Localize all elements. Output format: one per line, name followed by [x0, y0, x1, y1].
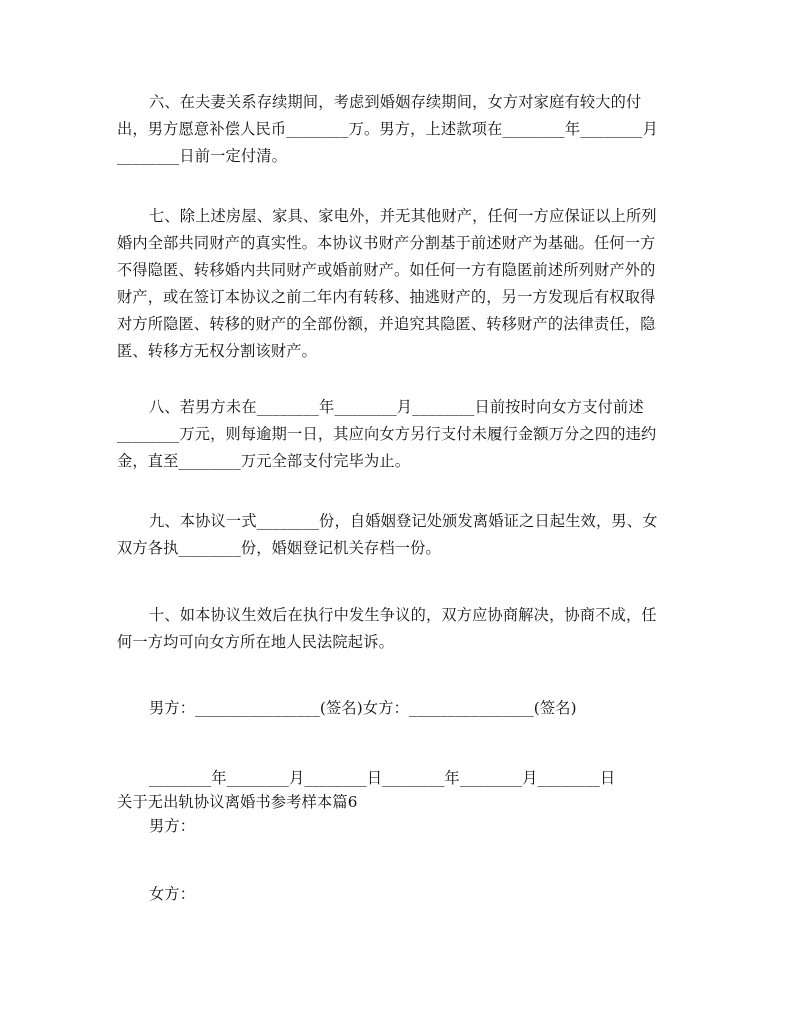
clause-10-line-1: 十、如本协议生效后在执行中发生争议的，双方应协商解决，协商不成，任 — [149, 606, 657, 624]
clause-6-line-2: 出，男方愿意补偿人民币________万。男方，上述款项在________年________月 — [117, 120, 658, 138]
clause-8-line-2: ________万元，则每逾期一日，其应向女方另行支付未履行金额万分之四的违约 — [117, 425, 657, 443]
clause-9-line-1: 九、本协议一式________份，自婚姻登记处颁发离婚证之日起生效，男、女 — [149, 512, 658, 530]
clause-8-line-1: 八、若男方未在________年________月________日前按时向女方支付前述 — [149, 398, 644, 416]
date-line: ________年________月________日________年________月________日 — [149, 769, 616, 787]
husband-label: 男方： — [149, 817, 196, 835]
clause-6-line-3: ________日前一定付清。 — [117, 147, 288, 165]
clause-7-line-5: 对方所隐匿、转移的财产的全部份额，并追究其隐匿、转移财产的法律责任，隐 — [117, 315, 656, 333]
clause-7-line-2: 婚内全部共同财产的真实性。本协议书财产分割基于前述财产为基础。任何一方 — [117, 234, 656, 252]
clause-7 — [117, 203, 669, 365]
clause-7-line-1: 七、除上述房屋、家具、家电外，并无其他财产，任何一方应保证以上所列 — [149, 207, 657, 225]
signature-line: 男方：________________(签名)女方：________________(签名) — [149, 699, 577, 717]
clause-6-line-1: 六、在夫妻关系存续期间，考虑到婚姻存续期间，女方对家庭有较大的付 — [149, 93, 642, 111]
clause-8-line-3: 金，直至________万元全部支付完毕为止。 — [117, 452, 411, 470]
next-section-title: 关于无出轨协议离婚书参考样本篇6 — [117, 793, 358, 811]
clause-9 — [117, 508, 669, 562]
clause-7-line-4: 财产，或在签订本协议之前二年内有转移、抽逃财产的，另一方发现后有权取得 — [117, 288, 656, 306]
clause-10 — [117, 602, 669, 656]
clause-7-line-3: 不得隐匿、转移婚内共同财产或婚前财产。如任何一方有隐匿前述所列财产外的 — [117, 261, 656, 279]
clause-7-line-6: 匿、转移方无权分割该财产。 — [117, 342, 318, 360]
clause-10-line-2: 何一方均可向女方所在地人民法院起诉。 — [117, 633, 394, 651]
clause-9-line-2: 双方各执________份，婚姻登记机关存档一份。 — [117, 539, 441, 557]
clause-6 — [117, 89, 669, 170]
clause-8 — [117, 394, 669, 475]
wife-label: 女方： — [149, 885, 196, 903]
